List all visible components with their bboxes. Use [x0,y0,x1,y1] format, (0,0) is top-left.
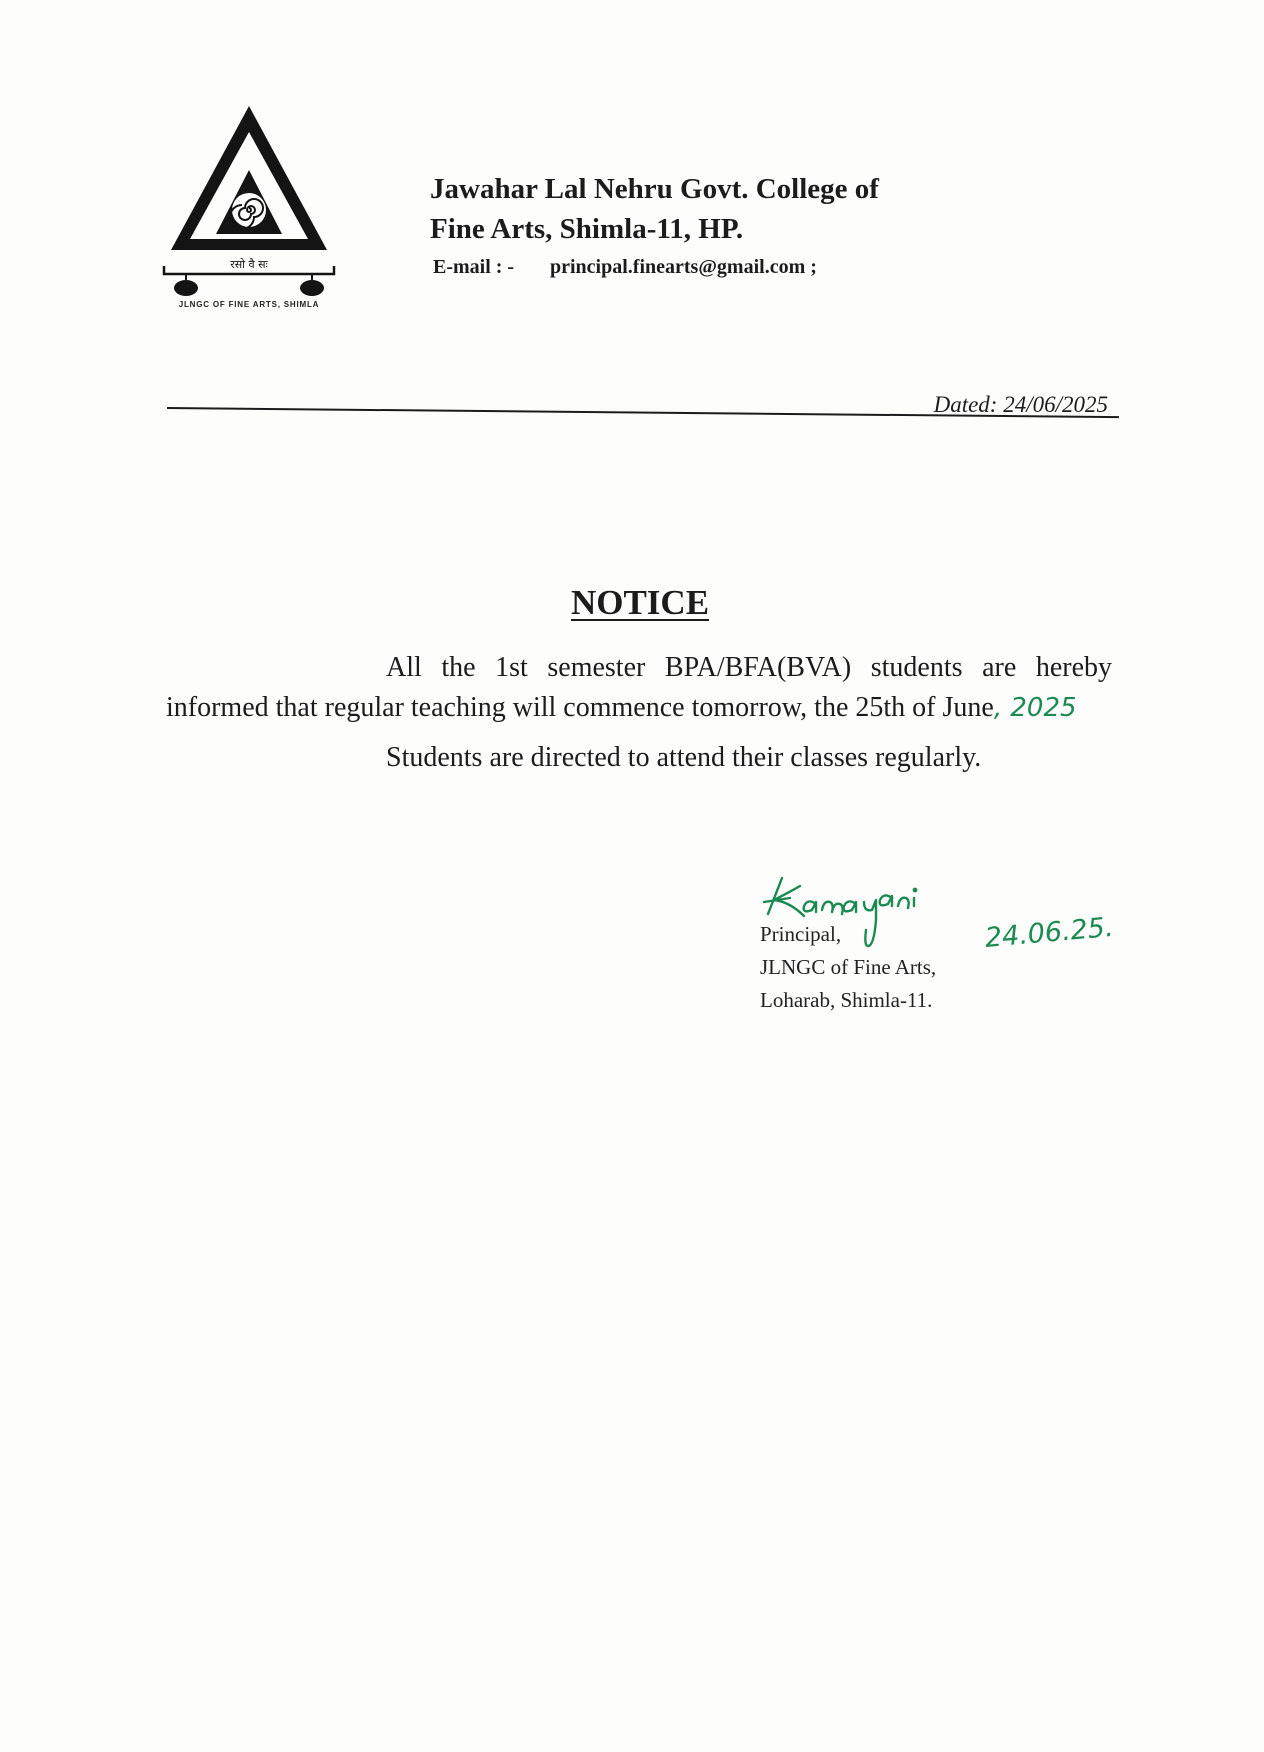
notice-body [166,648,1112,778]
notice-heading: NOTICE [570,583,710,622]
college-name-line1: Jawahar Lal Nehru Govt. College of [430,173,879,205]
college-name-line2: Fine Arts, Shimla-11, HP. [430,212,744,245]
notice-paragraph-2: Students are directed to attend their classes regularly. [386,742,982,773]
triangle-emblem-icon [160,100,338,300]
notice-date: Dated: 24/06/2025 [933,392,1108,417]
signatory-institution: JLNGC of Fine Arts, [760,955,937,979]
signatory-block [760,918,936,1017]
email-label: E-mail : - [433,256,515,278]
logo-caption: JLNGC OF FINE ARTS, SHIMLA [178,300,320,309]
college-logo [160,100,338,320]
signatory-title: Principal, [760,922,842,946]
handwritten-year: , 2025 [993,693,1077,723]
signatory-address: Loharab, Shimla-11. [760,988,933,1012]
email-line [433,256,817,279]
notice-paragraph-1 [166,648,1112,728]
email-address: principal.finearts@gmail.com ; [550,256,817,278]
logo-motto: रसो वै सः [230,258,268,271]
college-name [430,170,1050,249]
notice-paragraph-1-text: All the 1st semester BPA/BFA(BVA) students are hereby informed that regular teaching will commence tomorrow, the 25th of June [166,652,1112,723]
signature-date: 24.06.25. [983,911,1115,954]
